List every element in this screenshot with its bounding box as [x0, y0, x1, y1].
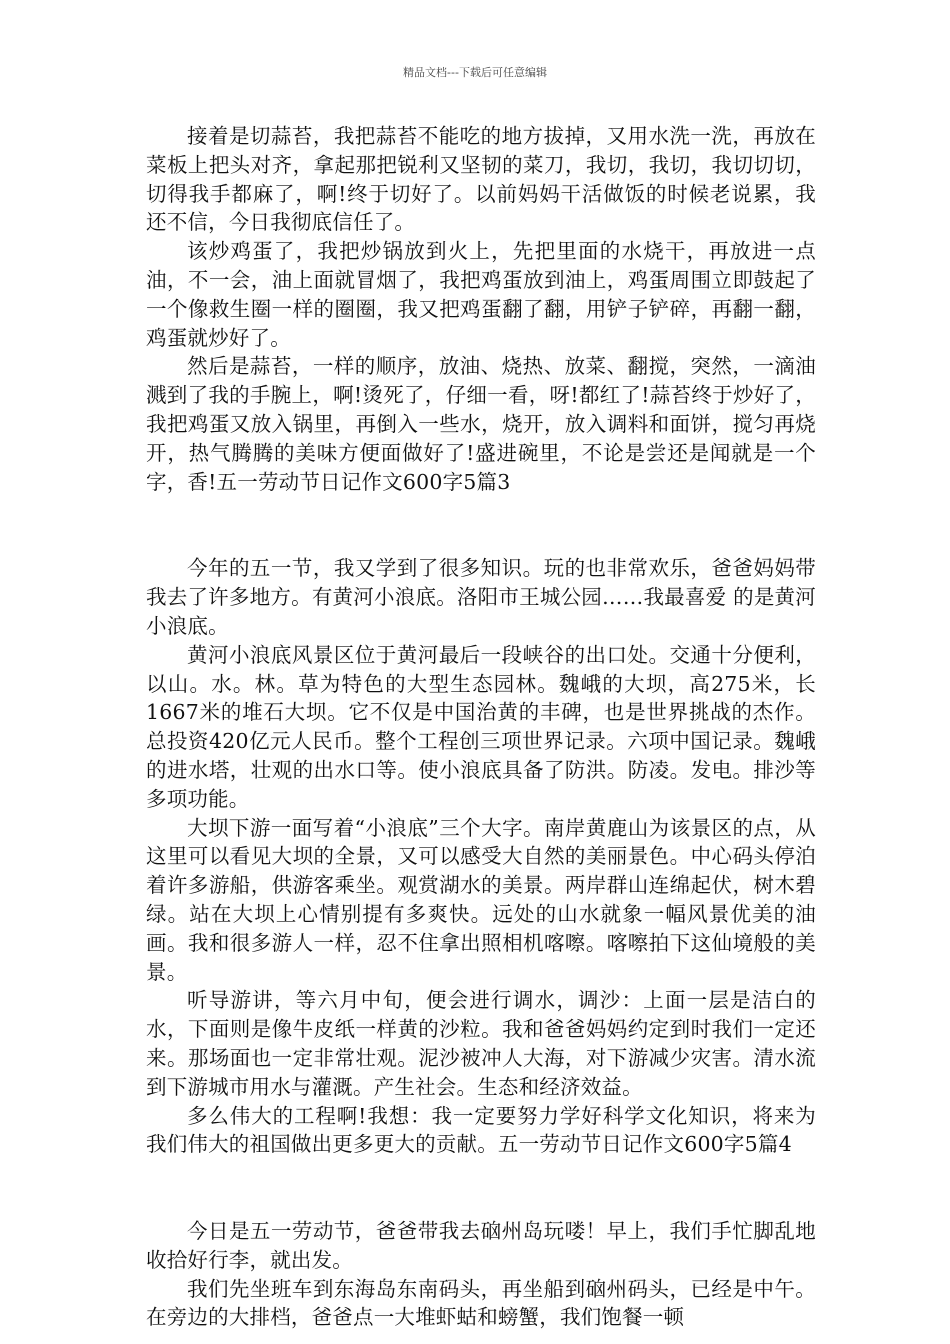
paragraph: 黄河小浪底风景区位于黄河最后一段峡谷的出口处。交通十分便利，以山。水。林。草为特色的大型生态园林。魏峨的大坝，高275米，长1667米的堆石大坝。它不仅是中国治黄的丰碑，也是世界挑战的杰作。总投资420亿元人民币。整个工程创三项世界记录。六项中国记录。魏峨的进水塔，壮观的出水口等。使小浪底具备了防洪。防凌。发电。排沙等多项功能。 — [146, 642, 816, 811]
section-gap — [146, 1159, 816, 1217]
paragraph: 今日是五一劳动节，爸爸带我去硇州岛玩喽！早上，我们手忙脚乱地收拾好行李，就出发。 — [146, 1219, 816, 1272]
paragraph: 大坝下游一面写着“小浪底”三个大字。南岸黄鹿山为该景区的点，从这里可以看见大坝的全景，又可以感受大自然的美丽景色。中心码头停泊着许多游船，供游客乘坐。观赏湖水的美景。两岸群山连绵起伏，树木碧绿。站在大坝上心情别提有多爽快。远处的山水就象一幅风景优美的油画。我和很多游人一样，忍不住拿出照相机喀嚓。喀嚓拍下这仙境般的美景。 — [146, 815, 816, 984]
page-header: 精品文档---下载后可任意编辑 — [403, 66, 547, 79]
paragraph: 多么伟大的工程啊!我想：我一定要努力学好科学文化知识，将来为我们伟大的祖国做出更多更大的贡献。五一劳动节日记作文600字5篇4 — [146, 1103, 816, 1157]
document-body — [146, 122, 816, 1332]
paragraph: 听导游讲，等六月中旬，便会进行调水，调沙：上面一层是洁白的水，下面则是像牛皮纸一样黄的沙粒。我和爸爸妈妈约定到时我们一定还来。那场面也一定非常壮观。泥沙被冲人大海，对下游减少灾害。清水流到下游城市用水与灌溉。产生社会。生态和经济效益。 — [146, 988, 816, 1099]
paragraph: 今年的五一节，我又学到了很多知识。玩的也非常欢乐，爸爸妈妈带我去了许多地方。有黄河小浪底。洛阳市王城公园……我最喜爱 的是黄河小浪底。 — [146, 556, 816, 638]
paragraph: 接着是切蒜苔，我把蒜苔不能吃的地方拔掉，又用水洗一洗，再放在菜板上把头对齐，拿起那把锐利又坚韧的菜刀，我切，我切，我切切切，切得我手都麻了，啊!终于切好了。以前妈妈干活做饭的时候老说累，我还不信，今日我彻底信任了。 — [146, 124, 816, 235]
paragraph: 该炒鸡蛋了，我把炒锅放到火上，先把里面的水烧干，再放进一点油，不一会，油上面就冒烟了，我把鸡蛋放到油上，鸡蛋周围立即鼓起了一个像救生圈一样的圈圈，我又把鸡蛋翻了翻，用铲子铲碎，再翻一翻，鸡蛋就炒好了。 — [146, 239, 816, 350]
paragraph: 然后是蒜苔，一样的顺序，放油、烧热、放菜、翻搅，突然，一滴油溅到了我的手腕上，啊!烫死了，仔细一看，呀!都红了!蒜苔终于炒好了，我把鸡蛋又放入锅里，再倒入一些水，烧开，放入调料和面饼，搅匀再烧开，热气腾腾的美味方便面做好了!盛进碗里，不论是尝还是闻就是一个字，香!五一劳动节日记作文600字5篇3 — [146, 354, 816, 494]
paragraph: 我们先坐班车到东海岛东南码头，再坐船到硇州码头，已经是中午。在旁边的大排档，爸爸点一大堆虾蛄和螃蟹，我们饱餐一顿 — [146, 1276, 816, 1330]
section-gap — [146, 496, 816, 554]
